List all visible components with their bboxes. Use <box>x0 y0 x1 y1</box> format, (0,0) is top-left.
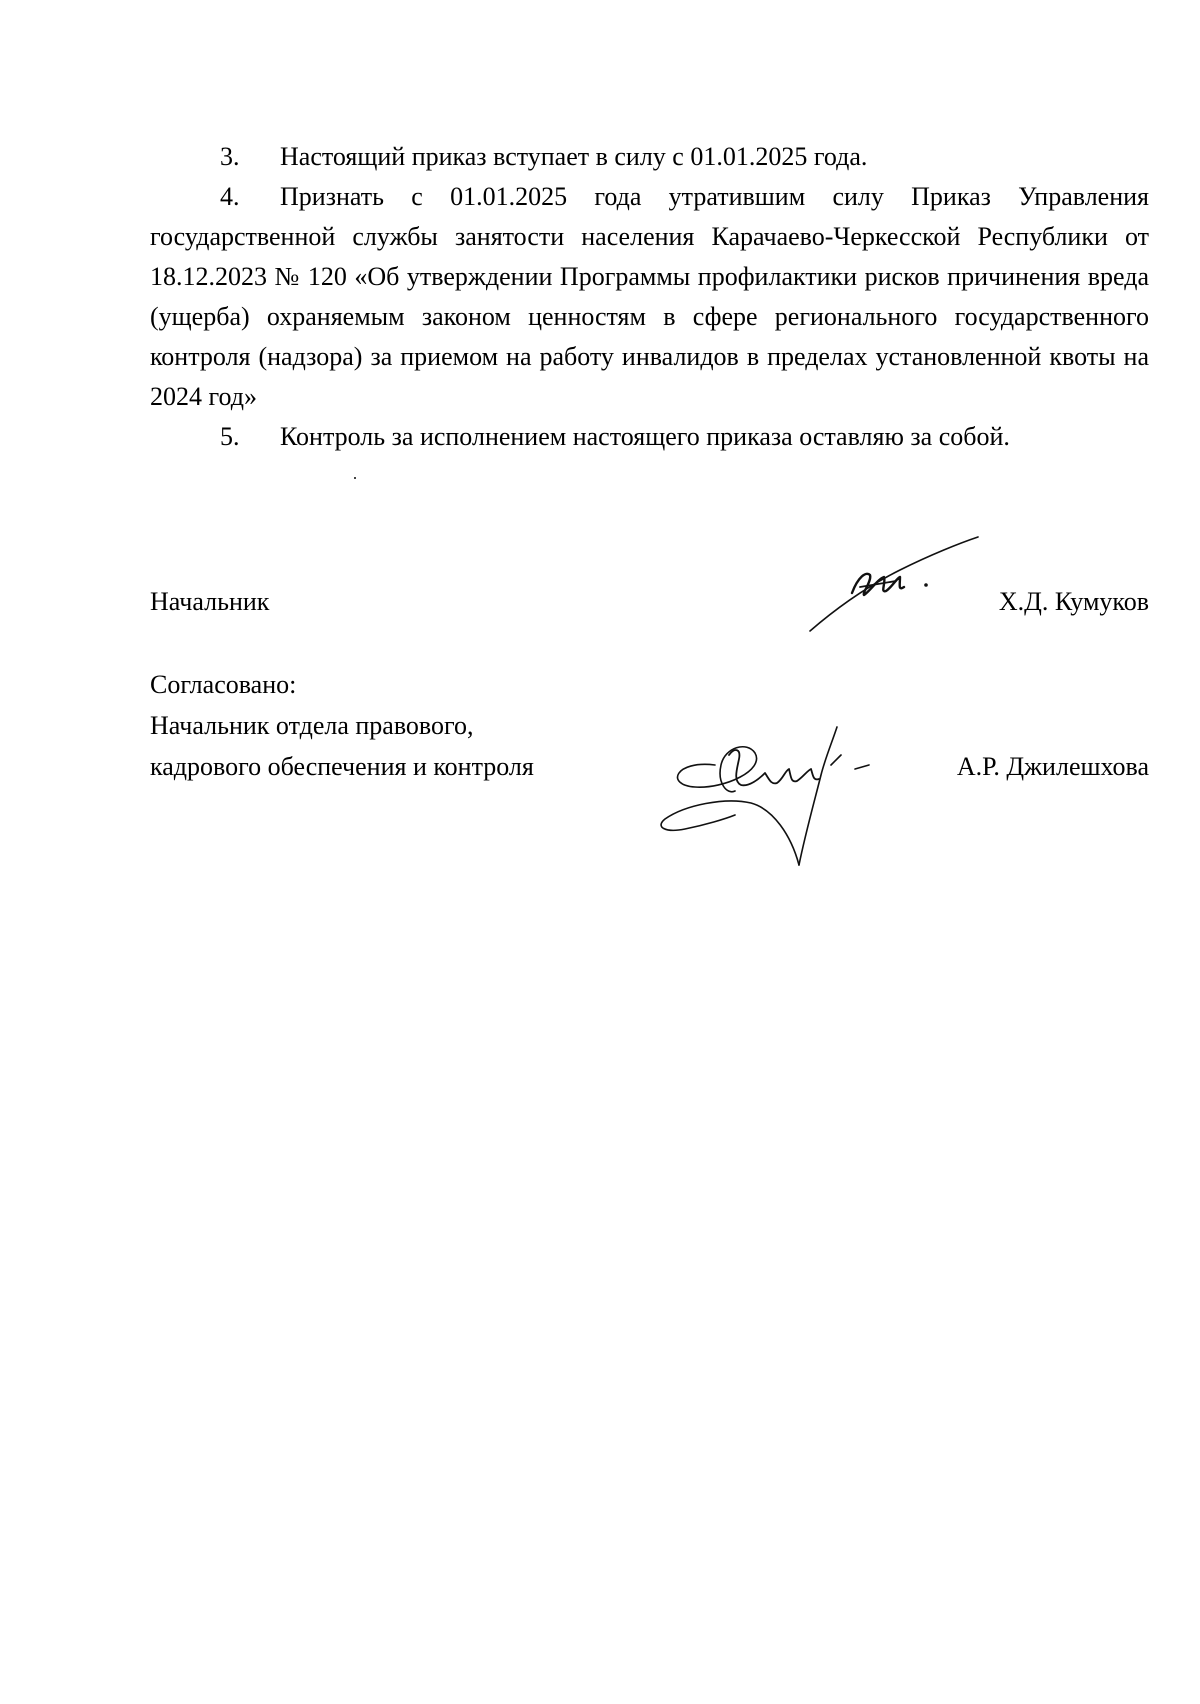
paragraph-text: Настоящий приказ вступает в силу с 01.01.2025 года. <box>280 142 868 171</box>
approval-signature <box>655 725 915 875</box>
head-signature <box>800 535 980 635</box>
paragraph-text: Признать с 01.01.2025 года утратившим силу Приказ Управления государственной службы занятости населения Карачаево-Черкесской Республики от 18.12.2023 № 120 «Об утверждении Программы профилактики рисков причинения вреда (ущерба) охраняемым законом ценностям в сфере регионального государственного контроля (надзора) за приемом на работу инвалидов в пределах установленной квоты на 2024 год» <box>150 182 1149 411</box>
paragraph-3 <box>150 137 1149 177</box>
approval-heading: Согласовано: <box>150 670 297 699</box>
approval-name: А.Р. Джилешхова <box>956 752 1149 781</box>
paragraph-4 <box>150 177 1149 417</box>
approval-position-line2: кадрового обеспечения и контроля <box>150 752 534 781</box>
paragraph-number: 3. <box>220 142 240 171</box>
paragraph-number: 5. <box>220 422 240 451</box>
head-position: Начальник <box>150 587 270 616</box>
paragraph-5 <box>150 417 1149 457</box>
paragraph-text: Контроль за исполнением настоящего приказа оставляю за собой. <box>280 422 1010 451</box>
paragraph-number: 4. <box>220 182 240 211</box>
scan-speck <box>354 477 356 479</box>
approval-position-line1: Начальник отдела правового, <box>150 711 474 740</box>
head-name: Х.Д. Кумуков <box>998 587 1149 616</box>
